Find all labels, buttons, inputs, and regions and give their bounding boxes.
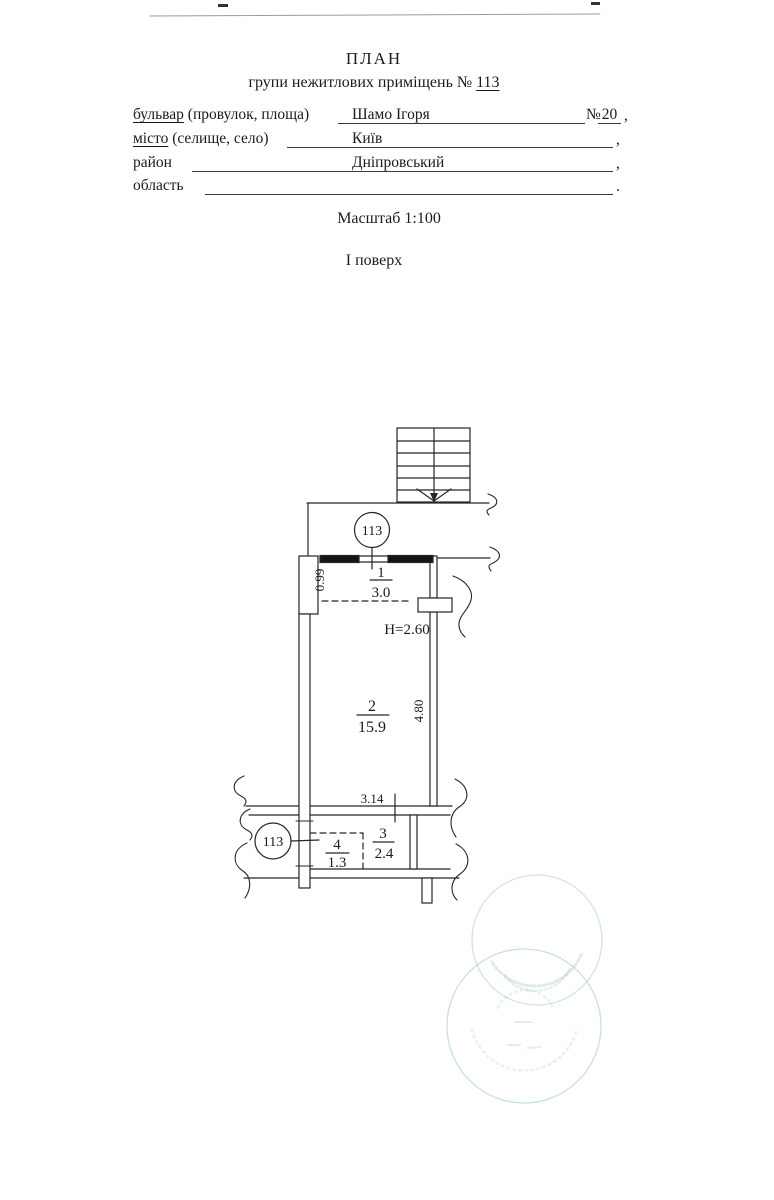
form-row3-comma: ,	[616, 155, 620, 172]
wall-right-room2	[430, 612, 437, 806]
form-row1-number-value: 20	[601, 106, 618, 123]
wall-segment-solid	[320, 556, 359, 563]
form-row3-label-head: район	[133, 154, 172, 171]
premises-number: 113	[476, 74, 500, 91]
room1-top-wall	[320, 556, 433, 563]
subtitle-prefix: групи нежитлових приміщень №	[248, 74, 473, 91]
unit-number-bottom: 113	[262, 835, 284, 850]
room4-area: 1.3	[327, 855, 347, 871]
page-title: ПЛАН	[345, 49, 403, 68]
form-row1-label-tail: (провулок, площа)	[187, 106, 310, 123]
room4-number: 4	[333, 837, 341, 853]
form-row4-label-head: область	[133, 177, 184, 194]
stamp-arc-text	[498, 990, 552, 1008]
room2-number: 2	[368, 698, 376, 715]
room2-length-dimension: 4.80	[411, 699, 426, 723]
wall-stub-bottom	[422, 878, 432, 903]
corridor-top	[307, 503, 490, 558]
wall-room3-divider	[410, 815, 417, 869]
room1-number: 1	[377, 565, 385, 581]
form-row1-label-head: бульвар	[133, 106, 184, 123]
form-row4-period: .	[616, 178, 620, 195]
wall-pier	[418, 598, 452, 612]
stamp-circle-lower	[447, 949, 601, 1103]
form-row1-comma: ,	[624, 107, 628, 124]
stamp-arc-text	[472, 1030, 576, 1070]
stairs	[397, 428, 470, 502]
opening-width-dimension: 3.14	[360, 791, 384, 806]
unit-callout-top	[355, 513, 390, 570]
scan-mark	[218, 4, 228, 7]
form-row1-number-sign: №	[586, 106, 601, 123]
form-row3-value: Дніпровський	[352, 154, 445, 171]
form-row2-label-tail: (селище, село)	[172, 130, 269, 147]
ink-stamp	[447, 875, 602, 1103]
scale-label: Масштаб 1:100	[337, 210, 441, 227]
form-row2-label-head: місто	[133, 130, 169, 147]
form-row1-value: Шамо Ігоря	[352, 106, 430, 123]
wall-break-curve	[453, 576, 471, 637]
room2-area: 15.9	[358, 719, 386, 736]
form-row2-comma: ,	[616, 131, 620, 148]
room1-width-dimension: 0.99	[312, 568, 327, 592]
scan-artifacts	[150, 2, 600, 16]
unit-number-top: 113	[361, 524, 383, 539]
wall-left-lower	[299, 614, 310, 888]
room3-area: 2.4	[374, 846, 394, 862]
stamp-specks	[508, 1022, 540, 1048]
room-label-bars	[326, 580, 394, 853]
scan-mark	[591, 2, 600, 5]
form-row2-value: Київ	[352, 130, 383, 147]
room1-area: 3.0	[371, 585, 391, 601]
ceiling-height-label: Н=2.60	[384, 622, 430, 638]
wall-segment-solid	[388, 556, 433, 563]
room3-number: 3	[379, 826, 387, 842]
floor-label: І поверх	[345, 252, 403, 269]
